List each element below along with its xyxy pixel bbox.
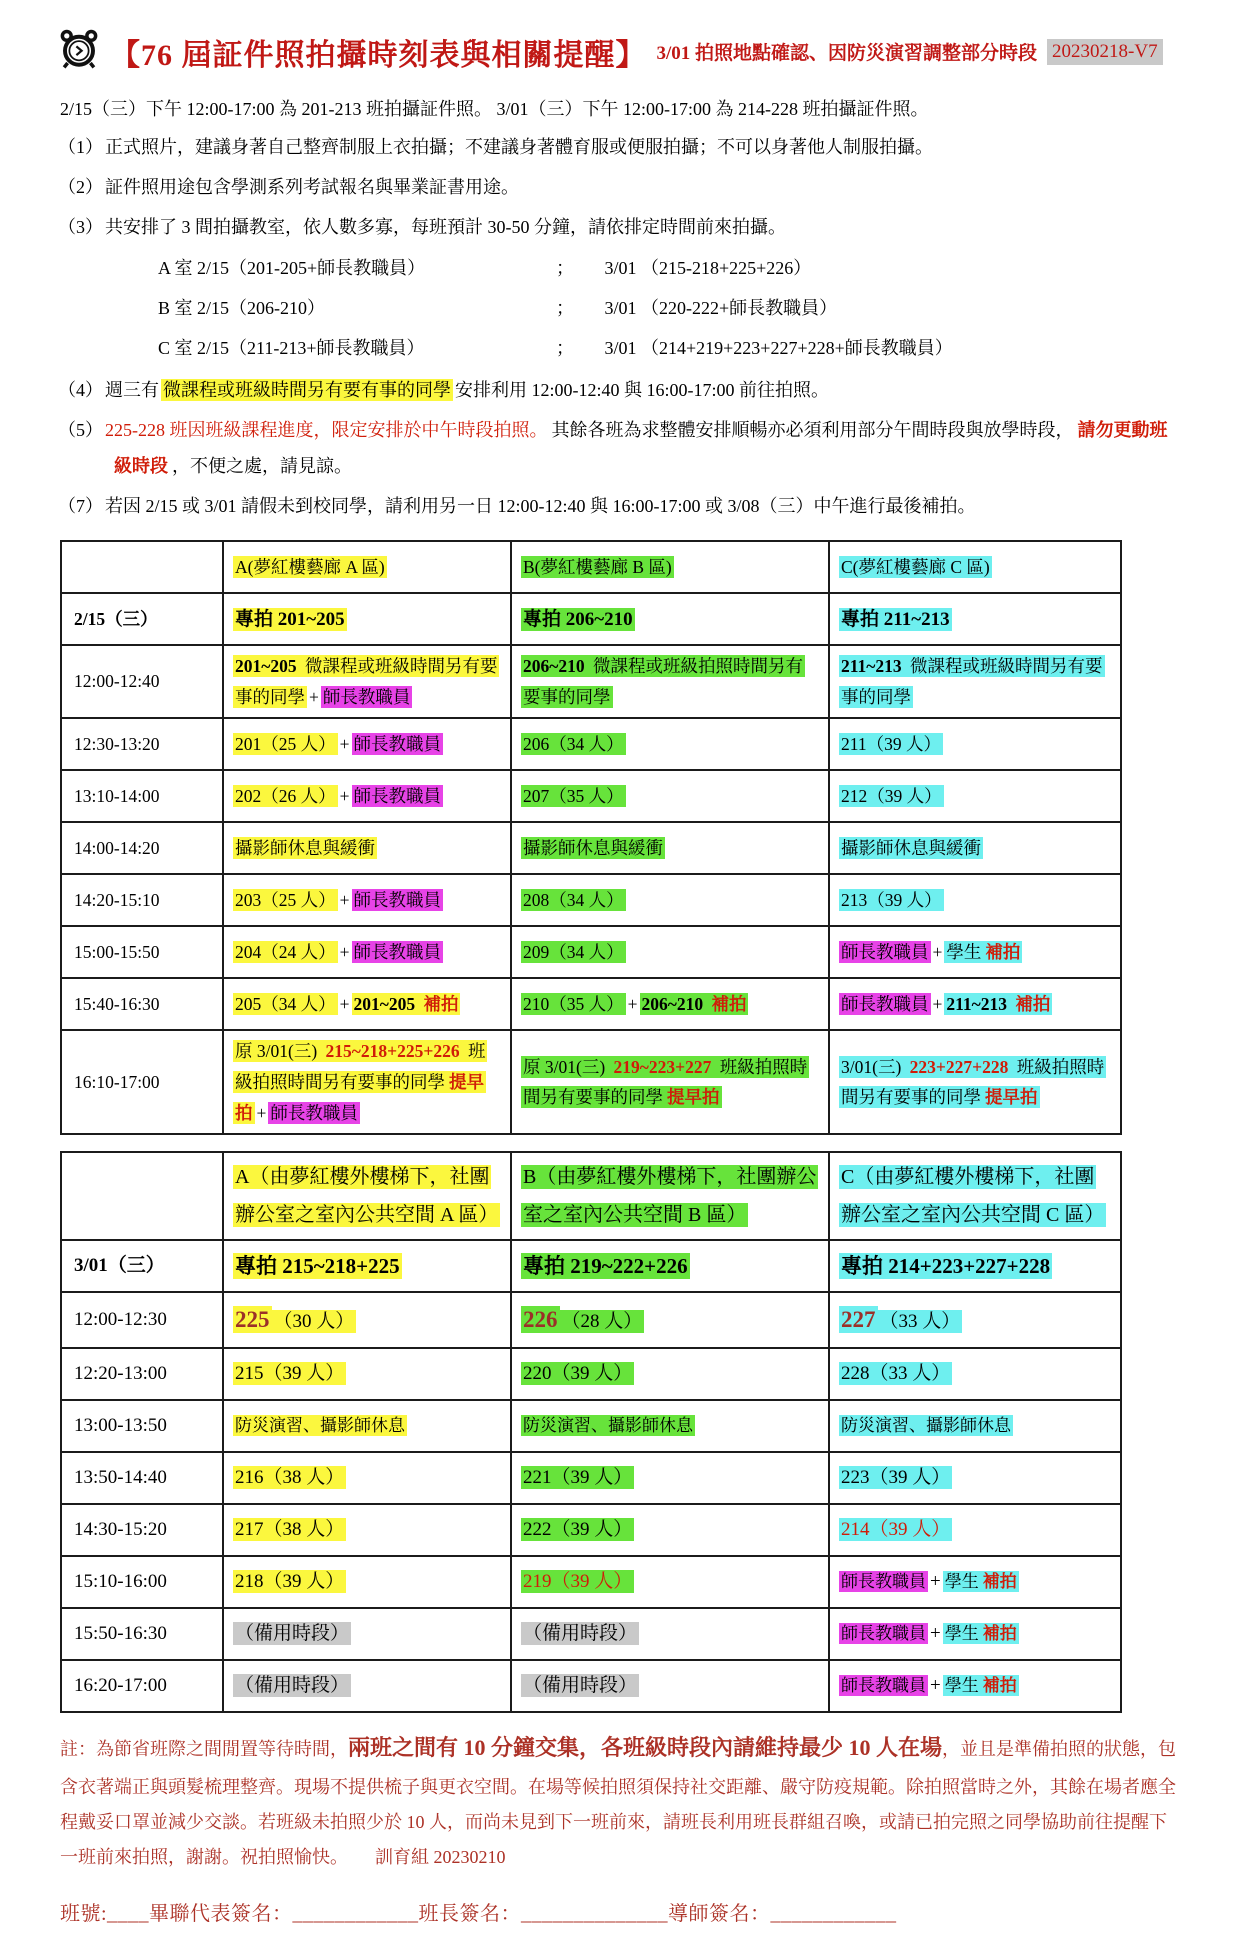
text-segment: 213（39 人） — [841, 890, 942, 911]
text-segment: 223+227+228 — [909, 1056, 1013, 1077]
text-segment: 補拍 — [985, 942, 1021, 963]
time-cell: 13:50-14:40 — [61, 1452, 223, 1504]
text-segment: 師長教職員 — [270, 1102, 358, 1123]
note-item — [58, 372, 1183, 408]
schedule-cell — [829, 1240, 1121, 1292]
text-segment: 提早拍 — [235, 1072, 484, 1123]
text-segment: 211~213 — [946, 994, 1012, 1015]
text-segment: 原 3/01(三) — [523, 1056, 610, 1077]
text-segment: 211~213 — [841, 656, 907, 677]
text-segment: + — [339, 734, 350, 755]
schedule-cell — [511, 1400, 829, 1452]
time-cell: 2/15（三） — [61, 593, 223, 645]
text-segment: + — [256, 1102, 267, 1123]
time-cell: 14:20-15:10 — [61, 874, 223, 926]
schedule-cell — [223, 1292, 511, 1348]
schedule-cell — [511, 593, 829, 645]
text-segment: 補拍 — [423, 994, 459, 1015]
schedule-cell — [223, 645, 511, 718]
schedule-cell — [223, 926, 511, 978]
room-line — [158, 289, 1183, 329]
schedule-cell — [223, 1400, 511, 1452]
schedule-table-mar01 — [60, 1151, 1122, 1713]
schedule-cell — [511, 770, 829, 822]
schedule-cell — [829, 718, 1121, 770]
room-line — [158, 249, 1183, 289]
text-segment: 專拍 201~205 — [235, 608, 345, 630]
schedule-row — [61, 1240, 1121, 1292]
text-segment: 師長教職員 — [841, 1624, 926, 1644]
schedule-cell — [829, 874, 1121, 926]
schedule-cell — [223, 1030, 511, 1134]
time-cell: 12:30-13:20 — [61, 718, 223, 770]
text-segment: 211（39 人） — [841, 734, 941, 755]
schedule-row — [61, 1292, 1121, 1348]
version-badge: 20230218-V7 — [1047, 39, 1163, 65]
text-segment: 202（26 人） — [235, 786, 336, 807]
schedule-cell — [223, 1504, 511, 1556]
schedule-row — [61, 1348, 1121, 1400]
column-header-cell — [829, 541, 1121, 593]
text-segment: 216（38 人） — [235, 1467, 345, 1489]
text-segment: + — [930, 1571, 941, 1593]
text-segment: C（由夢紅樓外樓梯下，社團辦公室之室內公共空間 C 區） — [841, 1166, 1105, 1227]
text-segment: 師長教職員 — [353, 786, 441, 807]
text-segment: 206（34 人） — [523, 734, 624, 755]
text-segment: 師長教職員 — [841, 942, 929, 963]
schedule-cell — [223, 1556, 511, 1608]
text-segment: B（由夢紅樓外樓梯下，社團辦公室之室內公共空間 B 區） — [523, 1166, 817, 1227]
note-number: （2） — [58, 177, 103, 198]
text-segment: 正式照片，建議身著自己整齊制服上衣拍攝；不建議身著體育服或便服拍攝；不可以身著他人制服拍攝。 — [105, 137, 933, 158]
room-date-classes: B 室 2/15（206-210） — [158, 297, 326, 318]
schedule-cell — [829, 978, 1121, 1030]
room-assignments — [158, 249, 1183, 368]
schedule-row — [61, 1556, 1121, 1608]
text-segment: 219（39 人） — [523, 1571, 633, 1593]
schedule-cell — [223, 874, 511, 926]
intro-paragraph: 2/15（三）下午 12:00-17:00 為 201-213 班拍攝証件照。 3/01（三）下午 12:00-17:00 為 214-228 班拍攝証件照。 — [60, 99, 929, 119]
text-segment: 225-228 班因班級課程進度，限定安排於中午時段拍照。 — [105, 420, 548, 441]
header-row — [61, 1152, 1121, 1240]
schedule-cell — [829, 1608, 1121, 1660]
text-segment: 補拍 — [982, 1676, 1017, 1696]
text-segment: 提早拍 — [667, 1087, 720, 1108]
note-item — [58, 412, 1183, 484]
text-segment: B(夢紅樓藝廊 B 區) — [523, 556, 672, 577]
text-segment: + — [339, 994, 350, 1015]
room-date-classes: 3/01 （214+219+223+227+228+師長教職員） — [600, 337, 953, 358]
text-segment: 專拍 211~213 — [841, 608, 950, 630]
text-segment: 212（39 人） — [841, 786, 942, 807]
text-segment: 206~210 — [641, 994, 708, 1015]
schedule-cell — [829, 645, 1121, 718]
time-cell: 15:00-15:50 — [61, 926, 223, 978]
text-segment: 206~210 — [523, 656, 589, 677]
text-segment: 共安排了 3 間拍攝教室，依人數多寡，每班預計 30-50 分鐘，請依排定時間前來拍攝。 — [105, 217, 786, 238]
schedule-cell — [511, 1452, 829, 1504]
notes — [58, 129, 1183, 524]
time-cell: 13:10-14:00 — [61, 770, 223, 822]
header-row — [61, 541, 1121, 593]
text-segment: 師長教職員 — [841, 1676, 926, 1696]
schedule-cell — [223, 1660, 511, 1712]
footnote — [60, 1727, 1183, 1875]
text-segment: 學生 — [944, 1676, 979, 1696]
text-segment: 218（39 人） — [235, 1571, 345, 1593]
time-cell: 12:00-12:40 — [61, 645, 223, 718]
schedule-cell — [829, 1348, 1121, 1400]
schedule-cell — [511, 822, 829, 874]
text-segment: 兩班之間有 10 分鐘交集，各班級時段內請維持最少 10 人在場 — [348, 1735, 943, 1761]
schedule-row — [61, 593, 1121, 645]
text-segment: + — [932, 994, 943, 1015]
alarm-clock-icon — [58, 28, 100, 75]
text-segment: 師長教職員 — [322, 686, 411, 707]
schedule-cell — [223, 1348, 511, 1400]
text-segment: 201（25 人） — [235, 734, 336, 755]
text-segment: 209（34 人） — [523, 942, 624, 963]
text-segment: 防災演習、攝影師休息 — [841, 1416, 1011, 1436]
text-segment: 安排利用 12:00-12:40 與 16:00-17:00 前往拍照。 — [455, 380, 829, 401]
schedule-cell — [511, 1030, 829, 1134]
text-segment: + — [930, 1675, 941, 1697]
note-item — [58, 169, 1183, 205]
schedule-row — [61, 822, 1121, 874]
schedule-row — [61, 874, 1121, 926]
text-segment: 班級拍照時間另有要事的同學 — [841, 1056, 1105, 1108]
note-number: （7） — [58, 496, 103, 517]
text-segment: 204（24 人） — [235, 942, 336, 963]
schedule-cell — [223, 770, 511, 822]
text-segment: 專拍 215~218+225 — [235, 1253, 400, 1278]
text-segment: + — [339, 890, 350, 911]
text-segment: 微課程或班級時間另有要有事的同學 — [163, 380, 451, 401]
text-segment: 其餘各班為求整體安排順暢亦必須利用部分午間時段與放學時段， — [551, 420, 1074, 441]
text-segment: 215（39 人） — [235, 1363, 345, 1385]
text-segment: 215~218+225+226 — [325, 1041, 464, 1062]
time-cell: 15:10-16:00 — [61, 1556, 223, 1608]
schedule-row — [61, 770, 1121, 822]
text-segment: 3/01(三) — [841, 1056, 906, 1077]
text-segment: 專拍 219~222+226 — [523, 1253, 688, 1278]
text-segment: 228（33 人） — [841, 1363, 951, 1385]
schedule-row — [61, 1608, 1121, 1660]
text-segment: 微課程或班級時間另有要事的同學 — [235, 656, 498, 707]
time-cell: 14:30-15:20 — [61, 1504, 223, 1556]
text-segment: 223（39 人） — [841, 1467, 951, 1489]
time-cell: 15:50-16:30 — [61, 1608, 223, 1660]
text-segment: 226 — [523, 1307, 558, 1333]
text-segment: 學生 — [944, 1624, 979, 1644]
text-segment: A（由夢紅樓外樓梯下，社團辦公室之室內公共空間 A 區） — [235, 1166, 499, 1227]
text-segment: 214（39 人） — [841, 1519, 951, 1541]
time-cell: 13:00-13:50 — [61, 1400, 223, 1452]
schedule-cell — [511, 874, 829, 926]
schedule-cell — [511, 1608, 829, 1660]
room-date-classes: C 室 2/15（211-213+師長教職員） — [158, 337, 425, 358]
room-date-classes: A 室 2/15（201-205+師長教職員） — [158, 258, 426, 279]
note-number: （3） — [58, 217, 103, 238]
text-segment: （備用時段） — [235, 1623, 350, 1645]
schedule-cell — [223, 593, 511, 645]
text-segment: 師長教職員 — [353, 890, 441, 911]
corner-cell — [61, 1152, 223, 1240]
schedule-cell — [829, 770, 1121, 822]
text-segment: + — [339, 786, 350, 807]
text-segment: 攝影師休息與緩衝 — [235, 838, 375, 859]
time-cell: 16:10-17:00 — [61, 1030, 223, 1134]
note-number: （5） — [58, 420, 103, 441]
schedule-cell — [829, 593, 1121, 645]
time-cell: 12:00-12:30 — [61, 1292, 223, 1348]
separator: ； — [556, 337, 574, 358]
text-segment: 227 — [841, 1307, 876, 1333]
schedule-cell — [223, 1240, 511, 1292]
schedule-row — [61, 1660, 1121, 1712]
text-segment: 補拍 — [1015, 994, 1051, 1015]
text-segment: C(夢紅樓藝廊 C 區) — [841, 556, 990, 577]
schedule-cell — [829, 1504, 1121, 1556]
text-segment: 專拍 214+223+227+228 — [841, 1253, 1051, 1278]
text-segment: 201~205 — [353, 994, 420, 1015]
schedule-cell — [511, 1556, 829, 1608]
schedule-cell — [511, 645, 829, 718]
room-date-classes: 3/01 （215-218+225+226） — [600, 258, 812, 279]
text-segment: （30 人） — [273, 1311, 355, 1333]
schedule-cell — [829, 1400, 1121, 1452]
note-item — [58, 209, 1183, 245]
table1-mount — [58, 540, 1183, 1135]
text-segment: 學生 — [944, 1572, 979, 1592]
text-segment: 師長教職員 — [353, 942, 441, 963]
time-cell: 14:00-14:20 — [61, 822, 223, 874]
schedule-row — [61, 718, 1121, 770]
text-segment: 學生 — [946, 942, 982, 963]
text-segment: + — [309, 686, 319, 707]
text-segment: 補拍 — [982, 1624, 1017, 1644]
schedule-cell — [511, 1292, 829, 1348]
separator: ； — [556, 297, 574, 318]
text-segment: ，不便之處，請見諒。 — [172, 456, 352, 477]
time-cell: 15:40-16:30 — [61, 978, 223, 1030]
time-cell: 16:20-17:00 — [61, 1660, 223, 1712]
text-segment: 証件照用途包含學測系列考試報名與畢業証書用途。 — [105, 177, 519, 198]
text-segment: 補拍 — [711, 994, 747, 1015]
schedule-cell — [829, 1292, 1121, 1348]
text-segment: 攝影師休息與緩衝 — [523, 838, 663, 859]
text-segment: 219~223+227 — [613, 1056, 716, 1077]
text-segment: （備用時段） — [523, 1623, 638, 1645]
signature-line: 班號:____畢聯代表簽名：____________班長簽名：______________導師簽名：____________ — [60, 1903, 897, 1926]
note-item — [58, 129, 1183, 165]
text-segment: A(夢紅樓藝廊 A 區) — [235, 556, 385, 577]
text-segment: 攝影師休息與緩衝 — [841, 838, 981, 859]
text-segment: 208（34 人） — [523, 890, 624, 911]
time-cell: 12:20-13:00 — [61, 1348, 223, 1400]
schedule-cell — [829, 1556, 1121, 1608]
column-header-cell — [829, 1152, 1121, 1240]
text-segment: 師長教職員 — [841, 1572, 926, 1592]
text-segment: （備用時段） — [235, 1675, 350, 1697]
corner-cell — [61, 541, 223, 593]
title-row — [58, 28, 1183, 75]
text-segment: 207（35 人） — [523, 786, 624, 807]
schedule-cell — [223, 718, 511, 770]
text-segment: + — [930, 1623, 941, 1645]
text-segment: 請勿更動班級時段 — [114, 420, 1168, 477]
schedule-cell — [511, 1348, 829, 1400]
column-header-cell — [511, 1152, 829, 1240]
text-segment: （備用時段） — [523, 1675, 638, 1697]
text-segment: 補拍 — [982, 1572, 1017, 1592]
column-header-cell — [223, 1152, 511, 1240]
schedule-cell — [829, 1452, 1121, 1504]
text-segment: 210（35 人） — [523, 994, 624, 1015]
text-segment: 201~205 — [235, 656, 301, 677]
room-line — [158, 329, 1183, 369]
text-segment: 原 3/01(三) — [235, 1041, 322, 1062]
text-segment: 班級拍照時間另有要事的同學 — [235, 1041, 486, 1093]
text-segment: + — [932, 942, 943, 963]
text-segment: 微課程或班級時間另有要事的同學 — [841, 656, 1103, 707]
schedule-cell — [829, 926, 1121, 978]
schedule-cell — [829, 822, 1121, 874]
schedule-row — [61, 1504, 1121, 1556]
schedule-cell — [829, 1660, 1121, 1712]
schedule-cell — [511, 1240, 829, 1292]
text-segment: 提早拍 — [985, 1087, 1038, 1108]
text-segment: 微課程或班級拍照時間另有要事的同學 — [523, 656, 803, 707]
text-segment: 週三有 — [105, 380, 159, 401]
text-segment: + — [339, 942, 350, 963]
schedule-row — [61, 926, 1121, 978]
text-segment: 205（34 人） — [235, 994, 336, 1015]
note-item — [58, 488, 1183, 524]
column-header-cell — [223, 541, 511, 593]
text-segment: 225 — [235, 1307, 270, 1333]
text-segment: 220（39 人） — [523, 1363, 633, 1385]
time-cell: 3/01（三） — [61, 1240, 223, 1292]
page-title: 【76 屆証件照拍攝時刻表與相關提醒】 — [110, 38, 647, 72]
text-segment: 221（39 人） — [523, 1467, 633, 1489]
text-segment: 222（39 人） — [523, 1519, 633, 1541]
schedule-cell — [511, 978, 829, 1030]
schedule-cell — [829, 1030, 1121, 1134]
schedule-cell — [223, 978, 511, 1030]
text-segment: 203（25 人） — [235, 890, 336, 911]
text-segment: 防災演習、攝影師休息 — [235, 1416, 405, 1436]
note-number: （1） — [58, 137, 103, 158]
schedule-cell — [511, 1504, 829, 1556]
separator: ； — [556, 258, 574, 279]
schedule-row — [61, 1030, 1121, 1134]
note-number: （4） — [58, 380, 103, 401]
schedule-cell — [511, 718, 829, 770]
room-date-classes: 3/01 （220-222+師長教職員） — [600, 297, 838, 318]
text-segment: 專拍 206~210 — [523, 608, 633, 630]
schedule-row — [61, 978, 1121, 1030]
text-segment: + — [627, 994, 638, 1015]
column-header-cell — [511, 541, 829, 593]
text-segment: （28 人） — [561, 1311, 643, 1333]
schedule-table-feb15 — [60, 540, 1122, 1135]
schedule-cell — [511, 1660, 829, 1712]
schedule-row — [61, 1452, 1121, 1504]
text-segment: 防災演習、攝影師休息 — [523, 1416, 693, 1436]
text-segment: 註：為節省班際之間閒置等待時間， — [60, 1739, 348, 1760]
text-segment: 班級拍照時間另有要事的同學 — [523, 1056, 808, 1108]
schedule-row — [61, 1400, 1121, 1452]
text-segment: 217（38 人） — [235, 1519, 345, 1541]
text-segment: 若因 2/15 或 3/01 請假未到校同學，請利用另一日 12:00-12:40 與 16:00-17:00 或 3/08（三）中午進行最後補拍。 — [105, 496, 976, 517]
schedule-cell — [511, 926, 829, 978]
schedule-row — [61, 645, 1121, 718]
text-segment: 師長教職員 — [353, 734, 441, 755]
table2-mount — [58, 1151, 1183, 1713]
schedule-cell — [223, 1608, 511, 1660]
text-segment: 師長教職員 — [841, 994, 929, 1015]
page-subtitle: 3/01 拍照地點確認、因防災演習調整部分時段 — [656, 43, 1038, 64]
schedule-cell — [223, 822, 511, 874]
text-segment: ，並且是準備拍照的狀態，包含衣著端正與頭髮梳理整齊。現場不提供梳子與更衣空間。在場等候拍照須保持社交距離、嚴守防疫規範。除拍照當時之外，其餘在場者應全程戴妥口罩並減少交談。若班級未拍照少於 10 人，而尚未見到下一班前來，請班長利用班長群組召喚，或請已拍完照之同學協助前往提醒下一班前來拍照，謝謝。祝拍照愉快。 訓育組 20230210 — [60, 1739, 1177, 1868]
text-segment: （33 人） — [879, 1311, 961, 1333]
schedule-cell — [223, 1452, 511, 1504]
